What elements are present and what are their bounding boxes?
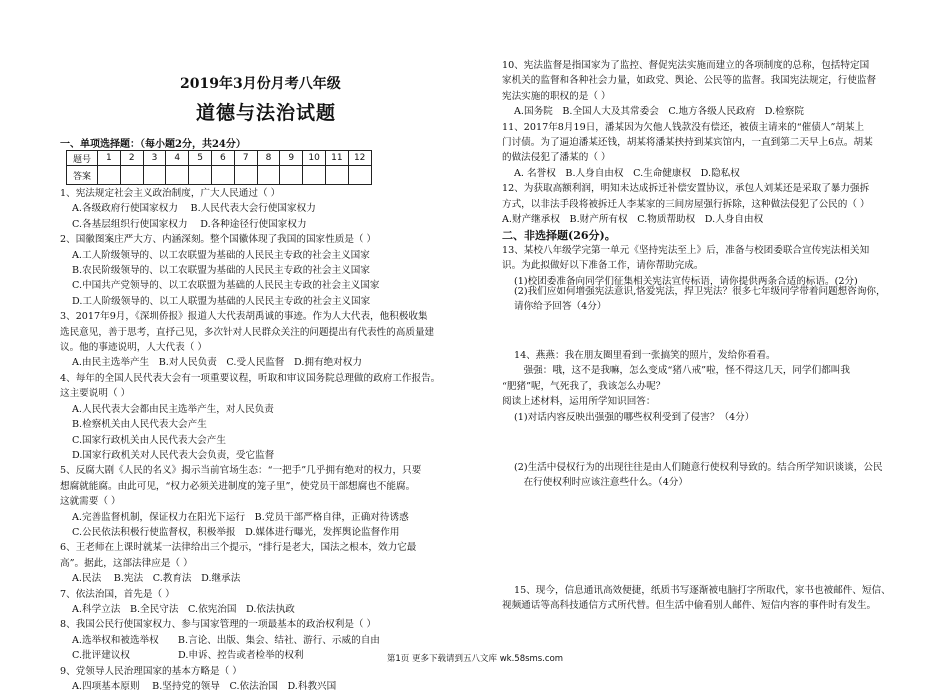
question-line: 这主要说明（ ） [60,388,131,400]
option-line: A.人民代表大会都由民主选举产生，对人民负责 [72,403,274,415]
question-line: 议。他的事迹说明，人大代表（ ） [60,342,207,354]
q14-line: “肥猪”呢，气死我了，我该怎么办呢？ [502,380,666,392]
left-column-questions [60,186,472,694]
answer-cell [303,166,326,185]
question-line: 1、宪法规定社会主义政治制度，广大人民通过（ ） [60,188,281,199]
option-line: C.各基层组织行使国家权力 D.各种途径行使国家权力 [72,218,307,230]
question-line: 这就需要（ ） [60,496,121,508]
question-line: 8、我国公民行使国家权力、参与国家管理的一项最基本的政治权利是（ ） [60,619,377,631]
q13-line: 13、某校八年级学完第一单元《坚持宪法至上》后，准备与校团委联合宣传宪法相关知 [502,245,870,256]
answer-table-number: 8 [257,151,280,166]
question-line: 想腐就能腐。由此可见，“权力必须关进制度的笼子里”，使党员干部想腐也不能腐。 [60,480,416,492]
q15-line: 15、现今，信息通讯高效便捷，纸质书写逐渐被电脑打字所取代，家书也被邮件、短信、 [514,585,891,596]
option-line: C.批评建议权 D.申诉、控告或者检举的权利 [72,650,304,662]
option-line: A. 名誉权 B.人身自由权 C.生命健康权 D.隐私权 [514,167,740,179]
answer-table-label-q: 题号 [67,151,98,166]
question-line: 家机关的监督和各种社会力量，如政党、舆论、公民等的监督。我国宪法规定，行使监督 [502,75,877,87]
q15-line: 视频通话等高科技通信方式所代替。但生活中偷看别人邮件、短信内容的事件时有发生。 [502,600,877,612]
right-column-questions [502,58,902,227]
answer-table-number: 12 [348,151,371,166]
title-line1: 2019年3月份月考八年级 [180,76,341,92]
question-line: 11、2017年8月19日，潘某因为欠他人钱款没有偿还，被债主请来的“催债人”胡某上 [502,121,865,133]
question-line: 方式，以非法手段将被拆迁人李某家的三间房屋强行拆除，这种做法侵犯了公民的（ ） [502,198,870,210]
q14-sub2-line: 在行使权利时应该注意些什么。（4分） [514,477,688,489]
option-line: D.工人阶级领导的、以工人联盟为基础的人民民主专政的社会主义国家 [72,295,371,307]
option-line: A.各级政府行使国家权力 B.人民代表大会行使国家权力 [72,203,316,215]
question-line: 宪法实施的职权的是（ ） [502,90,611,102]
answer-cell [120,166,143,185]
question-13-part2 [502,284,902,315]
question-line: 7、依法治国，首先是（ ） [60,588,175,600]
question-13 [502,243,902,289]
q14-line: 阅读上述材料，运用所学知识回答： [502,396,656,408]
answer-cell [348,166,371,185]
question-line: 高”。据此，这部法律应是（ ） [60,557,193,569]
answer-table-label-a: 答案 [67,166,98,185]
q14-line: 14、燕燕：我在朋友圈里看到一张搞笑的照片，发给你看看。 [514,350,776,361]
question-15 [502,583,902,614]
question-line: 12、为获取高额利润，明知未达成拆迁补偿安置协议，承包人刘某还是采取了暴力强拆 [502,183,870,195]
option-line: A.国务院 B.全国人大及其常委会 C.地方各级人民政府 D.检察院 [514,106,804,118]
answer-cell [234,166,257,185]
answer-cell [257,166,280,185]
q13-sub1: (1)校团委准备向同学们征集相关宪法宣传标语，请你提供两条合适的标语。(2分) [514,275,858,287]
question-line: 门讨债。为了逼迫潘某还钱，胡某将潘某挟持到某宾馆内，一直到第二天早上6点。胡某 [502,137,873,149]
answer-table-number: 9 [280,151,303,166]
answer-table-number: 11 [325,151,348,166]
question-line: 选民意见，善于思考，直抒己见，多次针对人民群众关注的问题提出有代表性的高质量建 [60,326,435,338]
q13-sub2-line: 请你给予回答（4分） [514,301,607,313]
q14-line: 强强：哦，这不是我嘛，怎么变成“猪八戒”啦，怪不得这几天，同学们都叫我 [514,365,850,377]
answer-table-number: 3 [143,151,166,166]
question-line: A.财产继承权 B.财产所有权 C.物质帮助权 D.人身自由权 [502,214,764,226]
option-line: A.完善监督机制，保证权力在阳光下运行 B.党员干部严格自律，正确对待诱惑 [72,511,409,523]
section2 [502,228,902,243]
answer-table-number: 5 [189,151,212,166]
option-line: A.四项基本原则 B.坚持党的领导 C.依法治国 D.科教兴国 [72,681,337,692]
answer-cell [211,166,234,185]
question-14 [502,348,902,425]
option-line: A.工人阶级领导的、以工农联盟为基础的人民民主专政的社会主义国家 [72,249,370,261]
answer-table-number: 2 [120,151,143,166]
option-line: A.民法 B.宪法 C.教育法 D.继承法 [72,573,241,585]
answer-table-number: 1 [98,151,121,166]
option-line: A.由民主选举产生 B.对人民负责 C.受人民监督 D.拥有绝对权力 [72,357,362,369]
option-line: D.国家行政机关对人民代表大会负责，受它监督 [72,449,275,461]
option-line: B.检察机关由人民代表大会产生 [72,419,207,431]
option-line: C.国家行政机关由人民代表大会产生 [72,434,226,446]
answer-cell [143,166,166,185]
answer-table-number: 7 [234,151,257,166]
question-line: 5、反腐大剧《人民的名义》揭示当前官场生态：“一把手”几乎拥有绝对的权力，只要 [60,465,422,477]
section1-heading: 一、单项选择题：（每小题2分，共24分） [60,139,246,150]
option-line: C.公民依法积极行使监督权，积极举报 D.媒体进行曝光，发挥舆论监督作用 [72,526,400,538]
question-line: 6、王老师在上课时就某一法律给出三个提示，“排行是老大，国法之根本，效力它最 [60,542,417,554]
question-14-part2 [502,460,902,491]
answer-cell [166,166,189,185]
q13-sub2-line: (2)我们应如何增强宪法意识,恪爱宪法，捍卫宪法？很多七年级同学带着问题想咨询你， [514,286,886,297]
title-line2: 道德与法治试题 [196,102,337,124]
question-line: 9、党领导人民治理国家的基本方略是（ ） [60,665,242,677]
question-line: 10、宪法监督是指国家为了监控、督促宪法实施而建立的各项制度的总称，包括特定国 [502,60,870,71]
answer-cell [98,166,121,185]
answer-table [66,150,372,185]
page-footer: 第1页 更多下载请到五八文库 wk.58sms.com [386,654,564,664]
answer-table-number: 6 [211,151,234,166]
answer-table-number-row [67,151,372,166]
answer-table-number: 10 [303,151,326,166]
option-line: B.农民阶级领导的、以工农联盟为基础的人民民主专政的社会主义国家 [72,265,370,277]
question-line: 4、每年的全国人民代表大会有一项重要议程，听取和审议国务院总理做的政府工作报告。 [60,372,441,384]
answer-cell [189,166,212,185]
answer-cell [280,166,303,185]
option-line: C.中国共产党领导的、以工农联盟为基础的人民民主专政的社会主义国家 [72,280,380,292]
section2-heading: 二、非选择题(26分)。 [502,229,616,242]
question-line: 3、2017年9月，《深圳侨报》报道人大代表胡禹诚的事迹。作为人大代表，他积极收集 [60,311,428,323]
q14-sub2-line: (2)生活中侵权行为的出现往往是由人们随意行使权利导致的。结合所学知识谈谈，公民 [514,462,883,473]
answer-table-answer-row [67,166,372,185]
option-line: A.科学立法 B.全民守法 C.依宪治国 D.依法执政 [72,603,295,615]
question-line: 的做法侵犯了潘某的（ ） [502,152,611,164]
q13-line: 识。为此拟做好以下准备工作，请你帮助完成。 [502,260,704,272]
answer-cell [325,166,348,185]
question-line: 2、国徽图案庄严大方、内涵深刻。整个国徽体现了我国的国家性质是（ ） [60,234,377,246]
q14-line: (1)对话内容反映出强强的哪些权利受到了侵害？（4分） [514,411,755,423]
answer-table-number: 4 [166,151,189,166]
option-line: A.选举权和被选举权 B.言论、出版、集会、结社、游行、示威的自由 [72,634,380,646]
